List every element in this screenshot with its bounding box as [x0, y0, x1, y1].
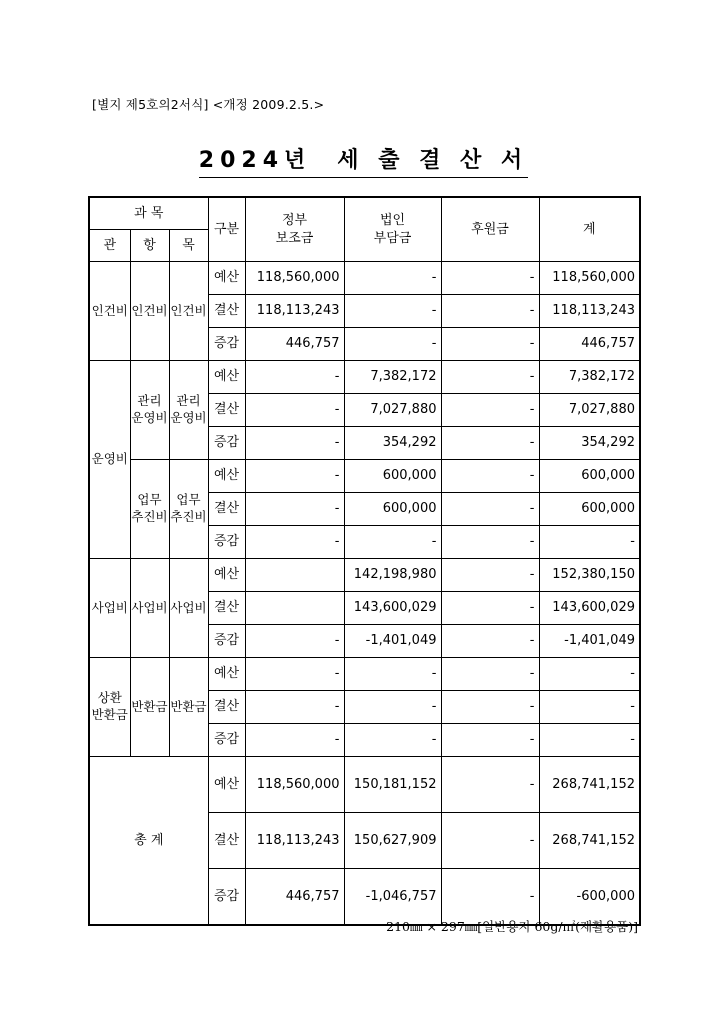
subject-header: 과 목	[89, 197, 208, 230]
title-year: 2024년	[198, 148, 312, 173]
gov-subsidy-value	[245, 559, 344, 592]
total-value: -1,401,049	[539, 625, 640, 658]
gov-subsidy-value: -	[245, 625, 344, 658]
gov-subsidy-header: 정부 보조금	[245, 197, 344, 262]
corp-burden-value: 142,198,980	[344, 559, 441, 592]
total-value: 118,113,243	[539, 295, 640, 328]
table-row	[89, 361, 640, 394]
mok-cell: 사업비	[169, 559, 208, 658]
row-type-label: 결산	[208, 691, 245, 724]
corp-burden-value: 7,382,172	[344, 361, 441, 394]
corp-burden-value: -1,046,757	[344, 869, 441, 926]
row-type-label: 결산	[208, 493, 245, 526]
gov-subsidy-value: 118,113,243	[245, 295, 344, 328]
total-value: -	[539, 724, 640, 757]
donation-value: -	[441, 625, 539, 658]
total-value: 600,000	[539, 493, 640, 526]
total-value: 7,027,880	[539, 394, 640, 427]
donation-value: -	[441, 757, 539, 813]
donation-value: -	[441, 328, 539, 361]
total-value: 268,741,152	[539, 813, 640, 869]
mok-cell: 관리 운영비	[169, 361, 208, 460]
donation-value: -	[441, 493, 539, 526]
total-header: 계	[539, 197, 640, 262]
row-type-label: 증감	[208, 869, 245, 926]
mok-cell: 인건비	[169, 262, 208, 361]
hang-cell: 반환금	[130, 658, 169, 757]
corp-burden-value: -	[344, 262, 441, 295]
gov-subsidy-value: -	[245, 427, 344, 460]
gov-subsidy-value: -	[245, 361, 344, 394]
gov-subsidy-value: 446,757	[245, 869, 344, 926]
gubun-header: 구분	[208, 197, 245, 262]
mok-header: 목	[169, 230, 208, 262]
donation-value: -	[441, 813, 539, 869]
donation-value: -	[441, 361, 539, 394]
corp-burden-value: 143,600,029	[344, 592, 441, 625]
row-type-label: 결산	[208, 394, 245, 427]
header-row	[89, 197, 640, 230]
gwan-cell: 상환 반환금	[89, 658, 130, 757]
donation-value: -	[441, 592, 539, 625]
total-value: 118,560,000	[539, 262, 640, 295]
table-body	[89, 262, 640, 926]
row-type-label: 예산	[208, 262, 245, 295]
gwan-header: 관	[89, 230, 130, 262]
donation-value: -	[441, 262, 539, 295]
gov-subsidy-value: 118,560,000	[245, 262, 344, 295]
gov-subsidy-value: -	[245, 460, 344, 493]
corp-burden-value: -	[344, 691, 441, 724]
mok-cell: 반환금	[169, 658, 208, 757]
corp-burden-header: 법인 부담금	[344, 197, 441, 262]
hang-cell: 사업비	[130, 559, 169, 658]
total-value: 354,292	[539, 427, 640, 460]
document-title	[0, 143, 727, 178]
total-value: 268,741,152	[539, 757, 640, 813]
row-type-label: 결산	[208, 295, 245, 328]
corp-burden-value: -	[344, 526, 441, 559]
gwan-cell: 사업비	[89, 559, 130, 658]
gov-subsidy-value: -	[245, 724, 344, 757]
total-value: 143,600,029	[539, 592, 640, 625]
corp-burden-value: 354,292	[344, 427, 441, 460]
hang-cell: 업무 추진비	[130, 460, 169, 559]
donation-value: -	[441, 427, 539, 460]
title-name: 세 출 결 산 서	[337, 148, 529, 173]
corp-burden-value: 150,181,152	[344, 757, 441, 813]
table-row	[89, 460, 640, 493]
donation-value: -	[441, 559, 539, 592]
corp-burden-value: 600,000	[344, 460, 441, 493]
corp-burden-value: -	[344, 724, 441, 757]
total-value: -600,000	[539, 869, 640, 926]
total-value: -	[539, 691, 640, 724]
mok-cell: 업무 추진비	[169, 460, 208, 559]
total-value: -	[539, 526, 640, 559]
form-reference: [별지 제5호의2서식] <개정 2009.2.5.>	[92, 97, 325, 112]
row-type-label: 증감	[208, 625, 245, 658]
gov-subsidy-value: -	[245, 691, 344, 724]
row-type-label: 증감	[208, 526, 245, 559]
corp-burden-value: -	[344, 658, 441, 691]
corp-burden-value: -1,401,049	[344, 625, 441, 658]
donation-value: -	[441, 295, 539, 328]
total-value: 600,000	[539, 460, 640, 493]
hang-header: 항	[130, 230, 169, 262]
donation-value: -	[441, 869, 539, 926]
gov-subsidy-value: 118,113,243	[245, 813, 344, 869]
table-row	[89, 262, 640, 295]
row-type-label: 결산	[208, 813, 245, 869]
donation-value: -	[441, 394, 539, 427]
row-type-label: 증감	[208, 724, 245, 757]
donation-header: 후원금	[441, 197, 539, 262]
total-value: 446,757	[539, 328, 640, 361]
row-type-label: 예산	[208, 559, 245, 592]
title-underline	[199, 143, 528, 178]
total-value: 152,380,150	[539, 559, 640, 592]
row-type-label: 예산	[208, 460, 245, 493]
row-type-label: 예산	[208, 361, 245, 394]
hang-cell: 인건비	[130, 262, 169, 361]
settlement-table	[88, 196, 641, 926]
total-value: 7,382,172	[539, 361, 640, 394]
grand-total-label: 총 계	[89, 757, 208, 926]
corp-burden-value: 150,627,909	[344, 813, 441, 869]
row-type-label: 증감	[208, 427, 245, 460]
row-type-label: 증감	[208, 328, 245, 361]
row-type-label: 결산	[208, 592, 245, 625]
gov-subsidy-value: 118,560,000	[245, 757, 344, 813]
corp-burden-value: -	[344, 295, 441, 328]
donation-value: -	[441, 526, 539, 559]
row-type-label: 예산	[208, 757, 245, 813]
gwan-cell: 인건비	[89, 262, 130, 361]
table-row	[89, 559, 640, 592]
table-row	[89, 658, 640, 691]
grand-total-row	[89, 757, 640, 813]
gov-subsidy-value: 446,757	[245, 328, 344, 361]
gov-subsidy-value: -	[245, 526, 344, 559]
corp-burden-value: 600,000	[344, 493, 441, 526]
corp-burden-value: 7,027,880	[344, 394, 441, 427]
gwan-cell: 운영비	[89, 361, 130, 559]
donation-value: -	[441, 658, 539, 691]
paper-spec-footer: 210㎜ × 297㎜[일반용지 60g/㎡(재활용품)]	[386, 919, 638, 934]
gov-subsidy-value: -	[245, 658, 344, 691]
total-value: -	[539, 658, 640, 691]
hang-cell: 관리 운영비	[130, 361, 169, 460]
donation-value: -	[441, 724, 539, 757]
donation-value: -	[441, 460, 539, 493]
corp-burden-value: -	[344, 328, 441, 361]
gov-subsidy-value: -	[245, 394, 344, 427]
gov-subsidy-value: -	[245, 493, 344, 526]
gov-subsidy-value	[245, 592, 344, 625]
donation-value: -	[441, 691, 539, 724]
row-type-label: 예산	[208, 658, 245, 691]
